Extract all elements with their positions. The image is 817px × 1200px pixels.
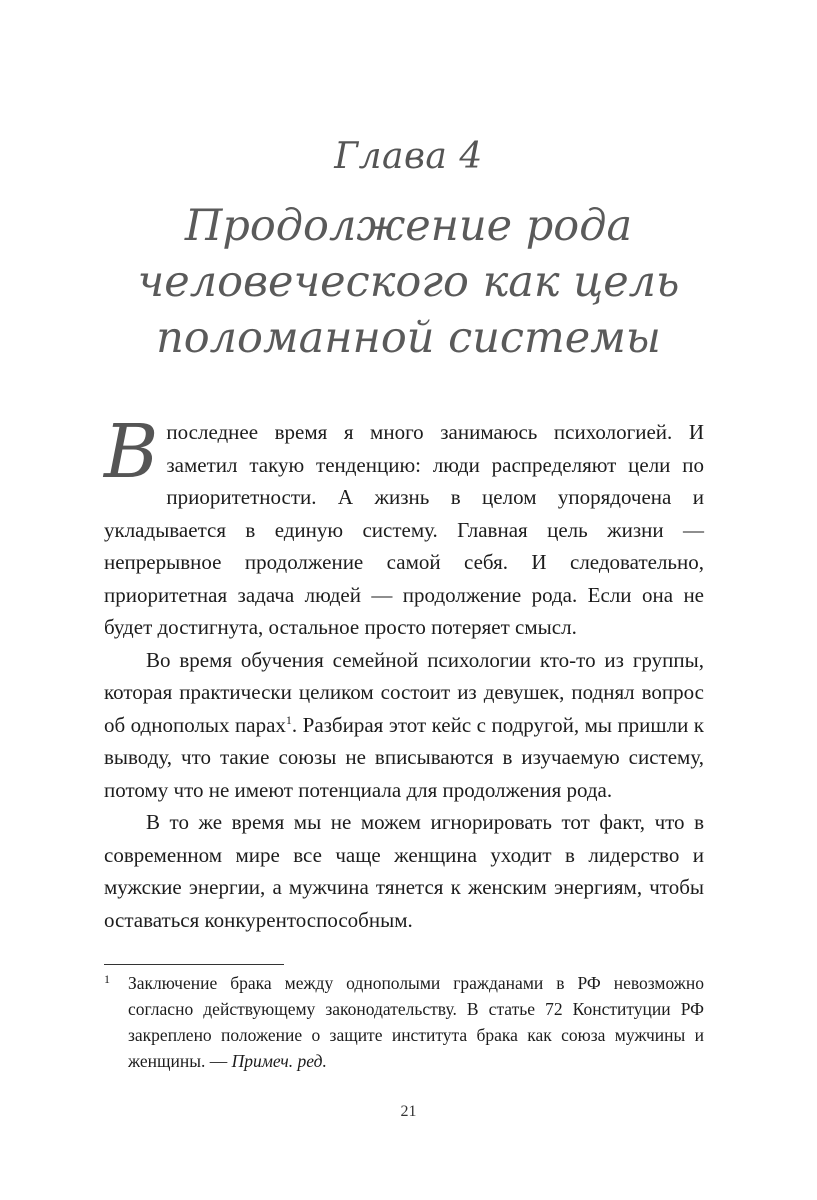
paragraph-3: В то же время мы не можем игнорировать тот факт, что в современном мире все чаще женщина уходит в лидерство и мужские энергии, а мужчина тянется к женским энергиям, чтобы оставаться конкурентоспособным.: [104, 810, 704, 932]
paragraph-1: [104, 409, 704, 644]
paragraph-2-text-before: Во время обучения семейной психологии кто-то из группы, которая практически целиком состоит из девушек, поднял вопрос об однополых парах: [104, 647, 704, 737]
chapter-title: Продолжение рода человеческого как цель поломанной системы: [137, 201, 680, 363]
paragraph-2-text-after: . Разбирая этот кейс с подругой, мы пришли к выводу, что такие союзы не вписываются в изучаемую систему, потому что не имеют потенциала для продолжения рода.: [104, 712, 704, 802]
body-text: [104, 409, 704, 936]
drop-cap: В: [104, 409, 159, 495]
footnote-text: [128, 970, 704, 1074]
footnote: [104, 970, 704, 1074]
footnote-body: Заключение брака между однополыми гражданами в РФ невозможно согласно действующему законодательству. В статье 72 Конституции РФ закреплено положение о защите института брака как союза мужчины и женщины. —: [128, 973, 704, 1071]
paragraph-2: [104, 644, 704, 807]
footnote-number: 1: [104, 972, 110, 986]
page-number: 21: [400, 1103, 417, 1120]
chapter-label: Глава 4: [334, 136, 483, 177]
footnote-reference[interactable]: 1: [285, 712, 292, 727]
paragraph-1-text: последнее время я много занимаюсь психологией. И заметил такую тенденцию: люди распределяют цели по приоритетности. А жизнь в целом упорядочена и укладывается в единую систему. Главная цель жизни — непрерывное продолжение самой себя. И следовательно, приоритетная задача людей — продолжение рода. Если она не будет достигнута, остальное просто потеряет смысл.: [104, 420, 704, 639]
footnote-editor-note: Примеч. ред.: [231, 1051, 327, 1071]
footnote-divider: [104, 964, 284, 965]
